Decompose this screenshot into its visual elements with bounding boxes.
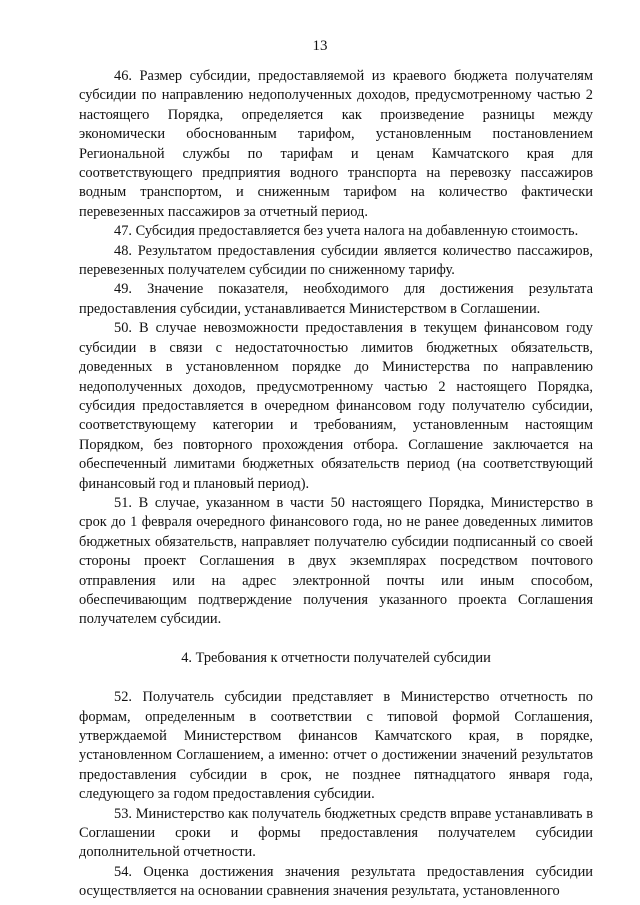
paragraph-46: 46. Размер субсидии, предоставляемой из краевого бюджета получателям субсидии по направлению недополученных доходов, предусмотренному частью 2 настоящего Порядка, определяется как произведение разницы между экономически обоснованным тарифом, установленным постановлением Региональной службы по тарифам и ценам Камчатского края для соответствующего предприятия водного транспорта на перевозку пассажиров водным транспортом, и сниженным тарифом на количество фактически перевезенных пассажиров за отчетный период. — [79, 68, 593, 220]
paragraph-49: 49. Значение показателя, необходимого для достижения результата предоставления субсидии, устанавливается Министерством в Соглашении. — [79, 281, 593, 317]
spacer — [79, 668, 593, 688]
page-number: 13 — [312, 38, 328, 54]
document-body — [79, 67, 593, 902]
paragraph-52: 52. Получатель субсидии представляет в Министерство отчетность по формам, определенным в соответствии с типовой формой Соглашения, утверждаемой Министерством финансов Камчатского края, в порядке, установленном Соглашением, а именно: отчет о достижении значений результатов предоставления субсидии в срок, не позднее пятнадцатого января года, следующего за годом предоставления субсидии. — [79, 689, 593, 803]
paragraph-48: 48. Результатом предоставления субсидии является количество пассажиров, перевезенных получателем субсидии по сниженному тарифу. — [79, 242, 593, 279]
paragraph-47: 47. Субсидия предоставляется без учета налога на добавленную стоимость. — [114, 223, 579, 240]
paragraph-53: 53. Министерство как получатель бюджетных средств вправе устанавливать в Соглашении сроки и формы предоставления получателем субсидии дополнительной отчетности. — [79, 805, 593, 861]
paragraph-50: 50. В случае невозможности предоставления в текущем финансовом году субсидии в связи с недостаточностью лимитов бюджетных обязательств, доведенных в установленном порядке до Министерства по направлению недополученных доходов, предусмотренному частью 2 настоящего Порядка, субсидия предоставляется в очередном финансовом году получателю субсидии, соответствующему категории и требованиям, установленным настоящим Порядком, без повторного прохождения отбора. Соглашение заключается на обеспеченный лимитами бюджетных обязательств период (на соответствующий финансовый год и плановый период). — [79, 320, 593, 492]
paragraph-54: 54. Оценка достижения значения результата предоставления субсидии осуществляется на основании сравнения значения результата, установленного — [79, 863, 593, 900]
spacer — [79, 630, 593, 649]
paragraph-51: 51. В случае, указанном в части 50 настоящего Порядка, Министерство в срок до 1 февраля очередного финансового года, но не ранее доведенных лимитов бюджетных обязательств, направляет получателю субсидии подписанный со своей стороны проект Соглашения в двух экземплярах посредством почтового отправления или на адрес электронной почты или иным способом, обеспечивающим подтверждение получения указанного проекта Соглашения получателем субсидии. — [79, 494, 593, 628]
section-heading: 4. Требования к отчетности получателей субсидии — [181, 649, 491, 666]
